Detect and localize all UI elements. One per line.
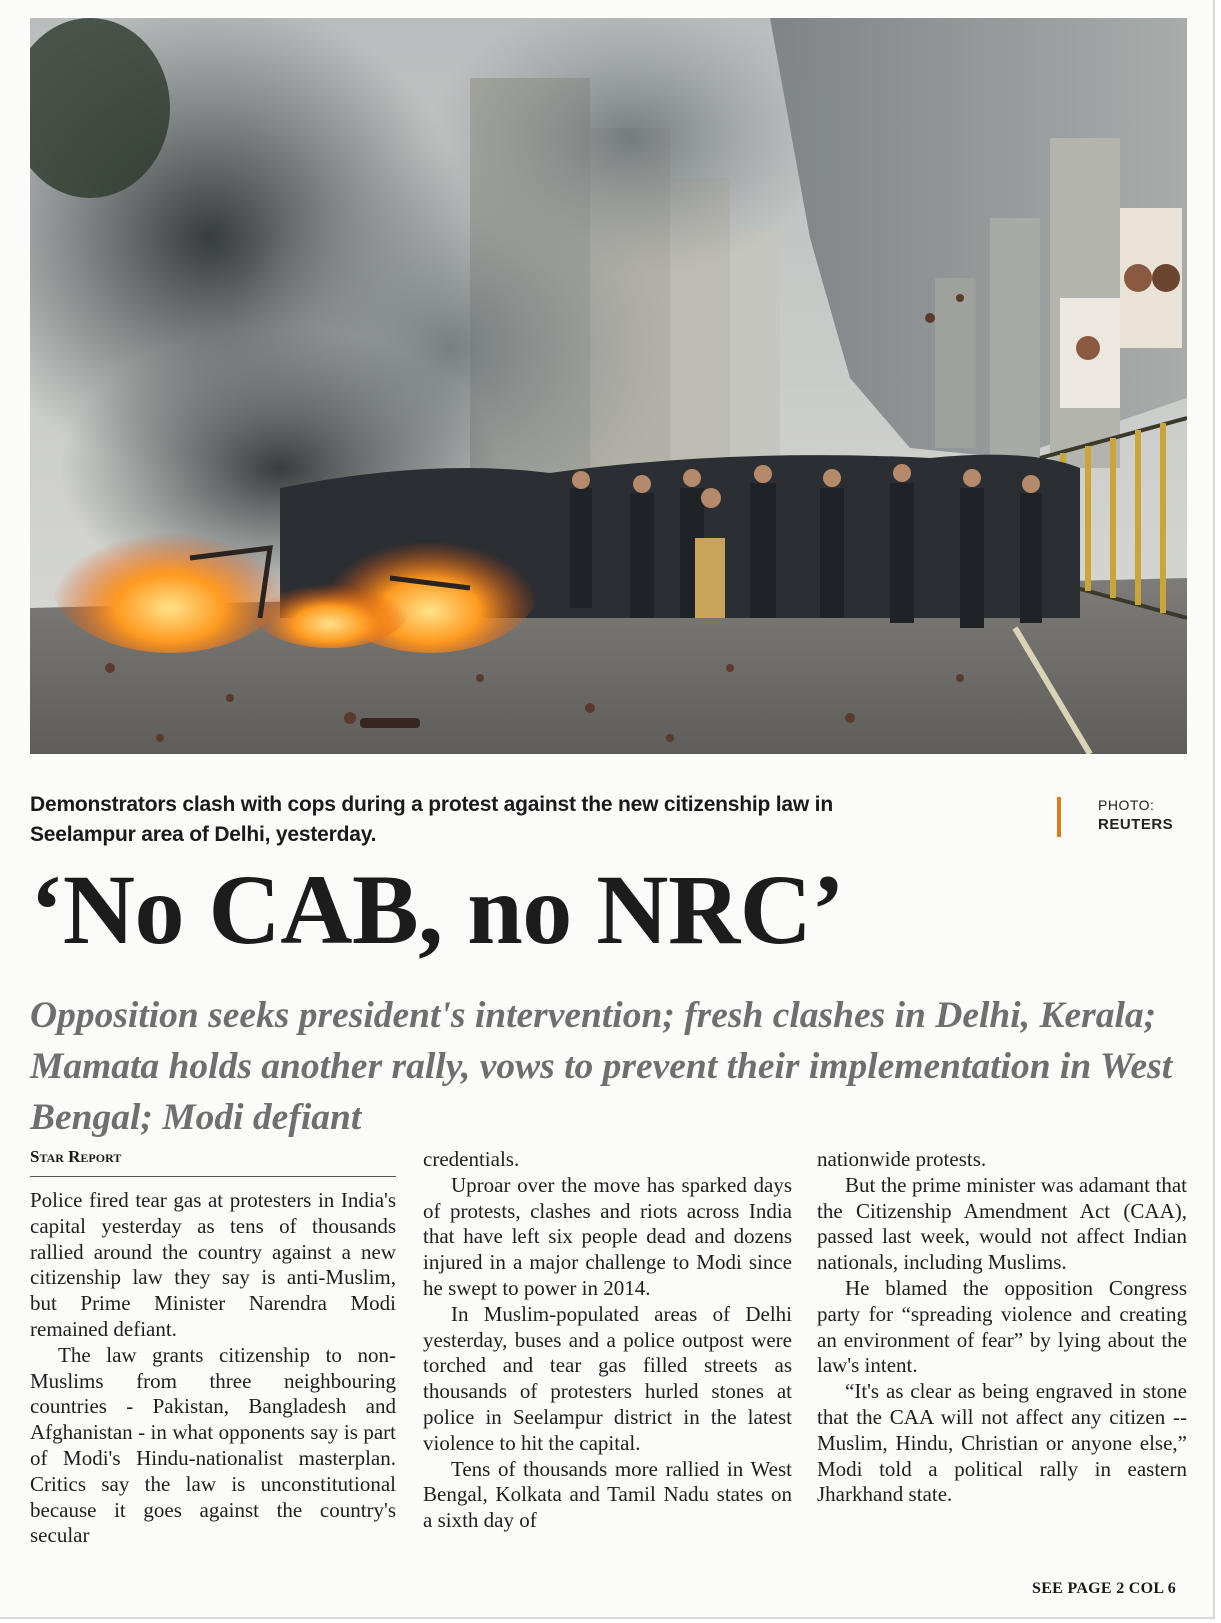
article-column-3 [817,1147,1187,1508]
paragraph: credentials. [423,1147,520,1171]
article-column-1 [30,1188,396,1549]
paragraph: In Muslim-populated areas of Delhi yesterday, buses and a police outpost were torched and tear gas filled streets as thousands of protesters hurled stones at police in Seelampur district in the latest violence to hit the capital. [423,1301,792,1455]
photo-caption: Demonstrators clash with cops during a protest against the new citizenship law in Seelampur area of Delhi, yesterday. [30,793,833,846]
paragraph: He blamed the opposition Congress party for “spreading violence and creating an environment of fear” by lying about the law's intent. [817,1275,1187,1378]
paragraph: Uproar over the move has sparked days of protests, clashes and riots across India that have left six people dead and dozens injured in a major challenge to Modi since he swept to power in 2014. [423,1172,792,1300]
paragraph: But the prime minister was adamant that the Citizenship Amendment Act (CAA), passed last week, would not affect Indian nationals, including Muslims. [817,1172,1187,1275]
paragraph: nationwide protests. [817,1147,987,1171]
credit-accent-bar [1057,797,1061,837]
continuation-note[interactable]: SEE PAGE 2 COL 6 [1032,1580,1177,1597]
headline: ‘No CAB, no NRC’ [30,854,845,965]
paragraph: “It's as clear as being engraved in stone that the CAA will not affect any citizen -- Muslim, Hindu, Christian or anyone else,” Modi told a political rally in eastern Jharkhand state. [817,1379,1187,1507]
paragraph: Tens of thousands more rallied in West Bengal, Kolkata and Tamil Nadu states on a sixth day of [423,1456,792,1533]
paragraph: Police fired tear gas at protesters in India's capital yesterday as tens of thousands rallied around the country against a new citizenship law they say is anti-Muslim, but Prime Minister Narendra Modi remained defiant. [30,1188,396,1341]
subheadline: Opposition seeks president's intervention; fresh clashes in Delhi, Kerala; Mamata holds another rally, vows to prevent their implementation in West Bengal; Modi defiant [30,995,1173,1138]
photo-credit [1098,796,1173,834]
photo-icon [30,18,1187,754]
article-column-2 [423,1147,792,1534]
byline: Star Report [30,1147,396,1177]
protest-photo [30,18,1187,754]
photo-credit-label: PHOTO: [1098,797,1155,813]
photo-credit-source: REUTERS [1098,816,1174,833]
paragraph: The law grants citizenship to non-Muslims from three neighbouring countries - Pakistan, Bangladesh and Afghanistan - in what opponents say is part of Modi's Hindu-nationalist masterplan. Critics say the law is unconstitutional because it goes against the country's secular [30,1342,396,1548]
